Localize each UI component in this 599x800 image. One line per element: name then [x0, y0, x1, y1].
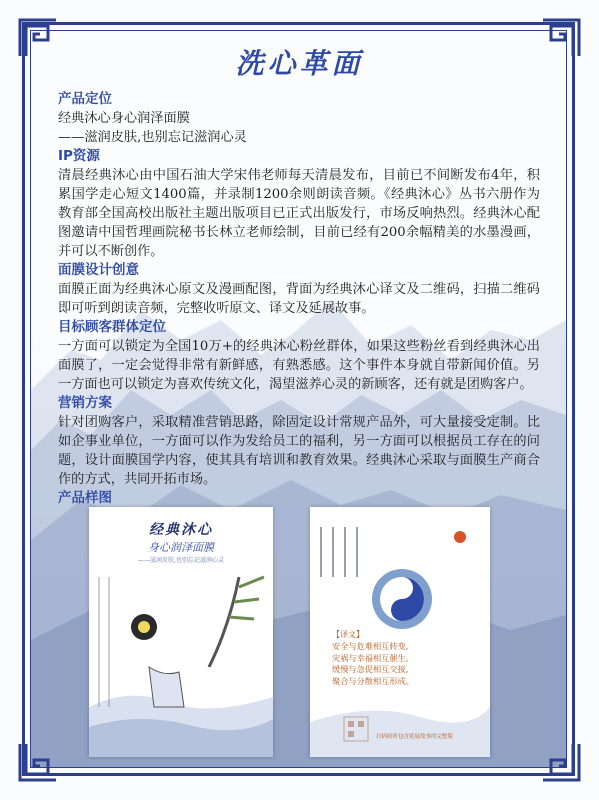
target-text: 一方面可以锁定为全国10万+的经典沐心粉丝群体，如果这些粉丝看到经典沐心出面膜了，一定会觉得非常有新鲜感，有熟悉感。这个事件本身就自带新闻价值。另一方面也可以锁定为喜欢传统文化，渴望滋养心灵的新顾客，还有就是团购客户。 [58, 339, 540, 392]
translation-line: 安全与危难相互转变, [332, 641, 409, 651]
translation-line: 缓慢与急促相互交接, [332, 664, 409, 674]
sample-front-subtitle: 身心润泽面膜 [148, 541, 214, 554]
qr-caption: 扫码收听包含延展故事的完整版 [376, 734, 454, 740]
content [58, 90, 540, 508]
ink-painting-illustration [89, 507, 273, 757]
sample-front-title: 经典沐心 [149, 522, 213, 538]
marketing-text: 针对团购客户，采取精准营销思路，除固定设计常规产品外，可大量接受定制。比如企事业单位，一方面可以作为发给员工的福利，另一方面可以根据员工存在的问题，设计面膜国学内容，使其具有培训和教育效果。经典沐心采取与面膜生产商合作的方式，共同开拓市场。 [58, 415, 540, 487]
sample-back-label: 【译文】 [332, 630, 364, 639]
positioning-line-1: 经典沐心身心润泽面膜 [58, 111, 190, 126]
page-title: 洗心革面 [235, 47, 364, 80]
positioning-line-2: ——滋润皮肤,也别忘记滋润心灵 [58, 130, 247, 145]
sample-front-image [89, 507, 273, 757]
heading-marketing: 营销方案 [58, 395, 112, 411]
heading-samples: 产品样图 [58, 490, 112, 506]
heading-design: 面膜设计创意 [58, 262, 139, 278]
corner-ornament [18, 742, 58, 782]
sample-front-tagline: ——滋润皮肤,也别忘记滋润心灵 [138, 557, 224, 564]
translation-line: 灾祸与幸福相互催生, [332, 652, 409, 663]
sample-back-image [310, 507, 490, 757]
corner-ornament [541, 742, 581, 782]
ip-text: 清晨经典沐心由中国石油大学宋伟老师每天清晨发布，目前已不间断发布4年，积累国学走心短文1400篇，并录制1200余则朗读音频。《经典沐心》丛书六册作为教育部全国高校出版社主题出版项目已正式出版发行，市场反响热烈。经典沐心配图邀请中国哲理画院秘书长林立老师绘制，目前已经有200余幅精美的水墨漫画，并可以不断创作。 [58, 168, 540, 259]
sample-back-translation [332, 641, 472, 687]
heading-target: 目标顾客群体定位 [58, 319, 166, 335]
translation-line: 聚合与分散相互形成。 [332, 675, 414, 686]
design-text: 面膜正面为经典沐心原文及漫画配图，背面为经典沐心译文及二维码，扫描二维码即可听到朗读音频，完整收听原文、译文及延展故事。 [58, 282, 540, 316]
heading-positioning: 产品定位 [58, 91, 112, 107]
heading-ip: IP资源 [58, 148, 100, 164]
